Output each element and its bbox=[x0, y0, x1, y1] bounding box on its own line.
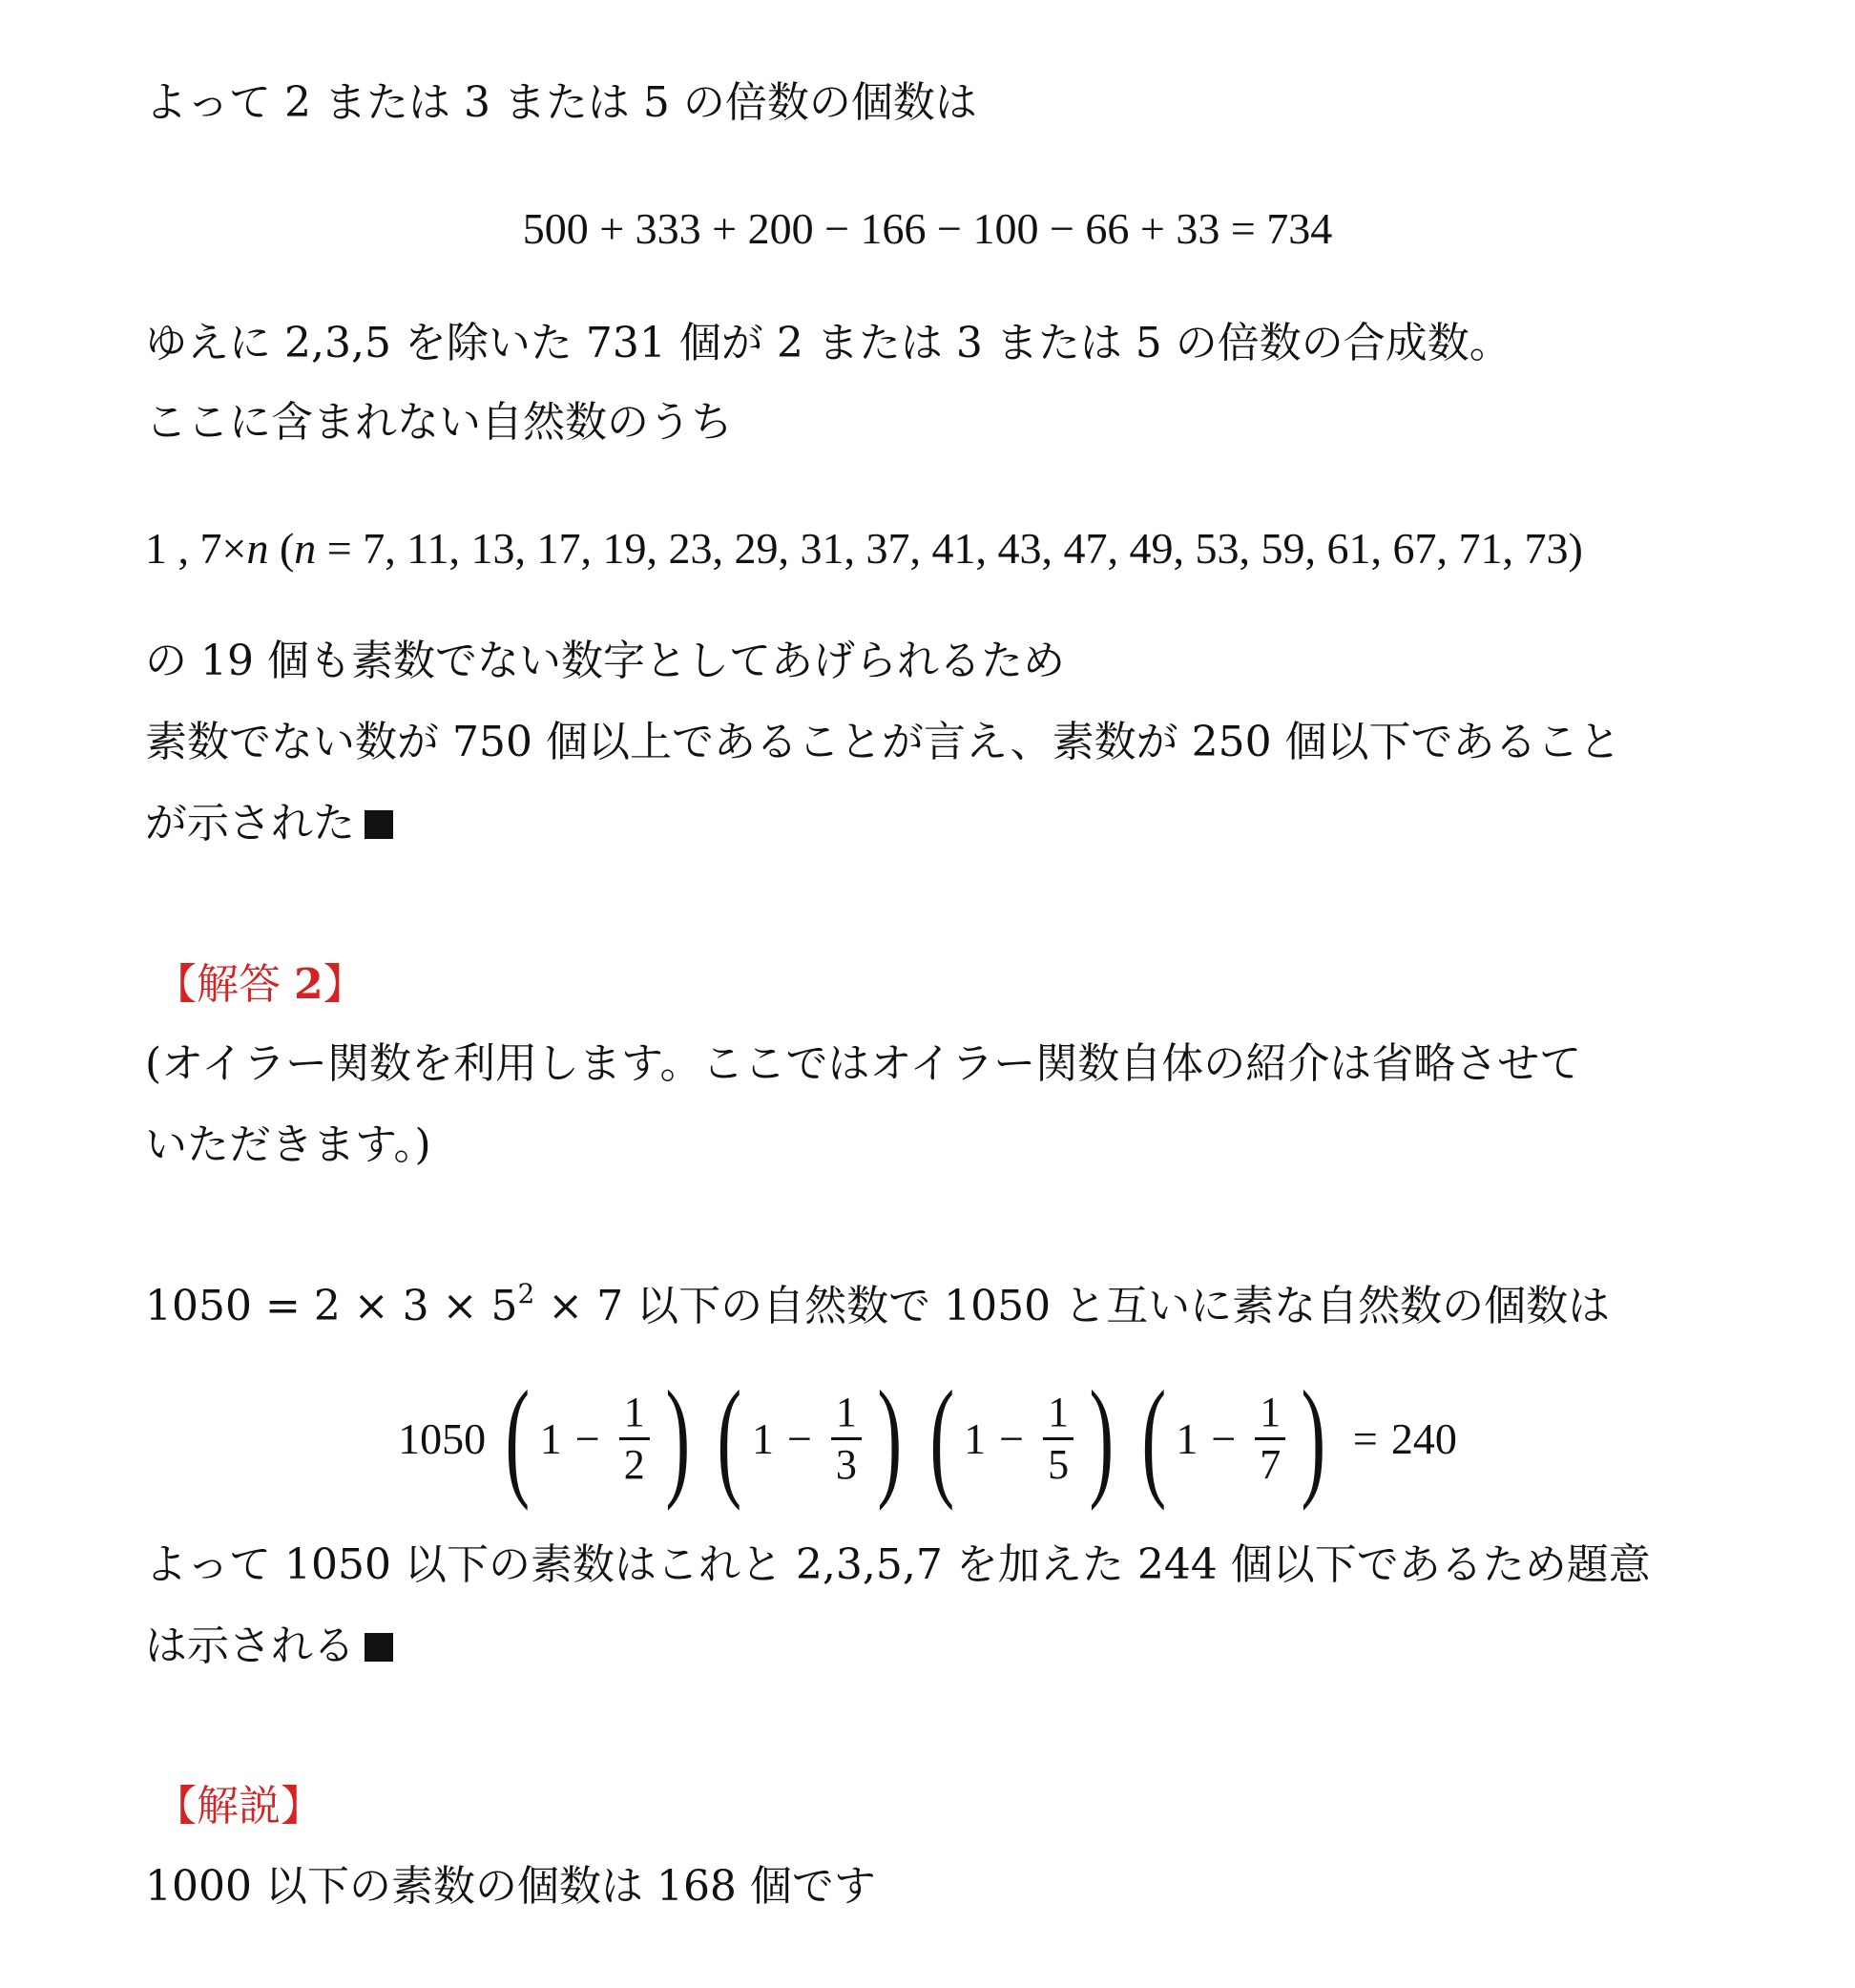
fraction-numerator: 1 bbox=[1048, 1388, 1070, 1435]
factor-minus: − bbox=[786, 1413, 812, 1463]
fraction-denominator: 3 bbox=[835, 1440, 857, 1488]
fraction-denominator: 5 bbox=[1048, 1440, 1070, 1488]
fraction-denominator: 7 bbox=[1260, 1440, 1282, 1488]
fraction bbox=[1043, 1388, 1073, 1490]
left-paren-icon: ( bbox=[505, 1364, 531, 1512]
factor-group-3 bbox=[920, 1364, 1124, 1512]
fraction-numerator: 1 bbox=[1260, 1388, 1282, 1435]
factor-minus: − bbox=[574, 1413, 600, 1463]
heading-answer-2-close: 】 bbox=[323, 960, 365, 1009]
text-line-7-text: が示された bbox=[145, 799, 355, 848]
text-line-5: の 19 個も素数でない数字としてあげられるため bbox=[145, 637, 1065, 685]
text-line-8: (オイラー関数を利用します。ここではオイラー関数自体の紹介は省略させて bbox=[145, 1039, 1582, 1088]
fraction-numerator: 1 bbox=[835, 1388, 857, 1435]
fraction bbox=[619, 1388, 650, 1490]
factor-one: 1 bbox=[751, 1413, 774, 1463]
fraction bbox=[831, 1388, 862, 1490]
heading-answer-2-open: 【解答 bbox=[155, 960, 294, 1009]
euler-formula bbox=[0, 1364, 1855, 1512]
exceptions-lead: 1 , 7× bbox=[145, 524, 247, 573]
text-line-6: 素数でない数が 750 個以上であることが言え、素数が 250 個以下であること bbox=[145, 718, 1621, 766]
fraction-denominator: 2 bbox=[623, 1440, 645, 1488]
text-line-1: よって 2 または 3 または 5 の倍数の個数は bbox=[145, 78, 977, 127]
exceptions-open: ( bbox=[268, 524, 295, 573]
qed-square-icon bbox=[365, 1633, 393, 1662]
heading-explanation: 【解説】 bbox=[155, 1782, 323, 1831]
fraction-numerator: 1 bbox=[623, 1388, 645, 1435]
equation-sum: 500 + 333 + 200 − 166 − 100 − 66 + 33 = 734 bbox=[522, 204, 1333, 253]
text-line-10 bbox=[145, 1278, 1610, 1335]
factor-group-4 bbox=[1132, 1364, 1336, 1512]
left-paren-icon: ( bbox=[929, 1364, 954, 1512]
heading-answer-2-number: 2 bbox=[294, 960, 323, 1009]
equation-exceptions bbox=[145, 520, 1583, 577]
text-line-10-rest: × 7 以下の自然数で 1050 と互いに素な自然数の個数は bbox=[534, 1282, 1611, 1330]
right-paren-icon: ) bbox=[1089, 1364, 1115, 1512]
heading-answer-2 bbox=[155, 956, 365, 1014]
factor-one: 1 bbox=[1176, 1413, 1198, 1463]
text-line-3: ここに含まれない自然数のうち bbox=[145, 398, 733, 447]
text-line-12 bbox=[145, 1618, 393, 1675]
exceptions-list: = 7, 11, 13, 17, 19, 23, 29, 31, 37, 41, 43, 47, 49, 53, 59, 61, 67, 71, 73) bbox=[316, 524, 1583, 573]
formula-equals: = bbox=[1352, 1413, 1378, 1463]
factor-minus: − bbox=[999, 1413, 1025, 1463]
variable-n: n bbox=[246, 524, 269, 573]
right-paren-icon: ) bbox=[1301, 1364, 1326, 1512]
factor-one: 1 bbox=[539, 1413, 562, 1463]
formula-lead: 1050 bbox=[398, 1413, 487, 1463]
fraction bbox=[1255, 1388, 1285, 1490]
exponent: 2 bbox=[517, 1278, 535, 1309]
right-paren-icon: ) bbox=[877, 1364, 903, 1512]
factor-group-2 bbox=[707, 1364, 911, 1512]
factor-one: 1 bbox=[964, 1413, 987, 1463]
right-paren-icon: ) bbox=[665, 1364, 690, 1512]
text-line-13: 1000 以下の素数の個数は 168 個です bbox=[145, 1862, 876, 1911]
factor-minus: − bbox=[1211, 1413, 1237, 1463]
variable-n-2: n bbox=[294, 524, 317, 573]
left-paren-icon: ( bbox=[1141, 1364, 1166, 1512]
factorization: 1050 = 2 × 3 × 5 bbox=[145, 1282, 518, 1330]
factor-group-1 bbox=[495, 1364, 699, 1512]
formula-result: 240 bbox=[1390, 1413, 1457, 1463]
text-line-12-text: は示される bbox=[145, 1622, 355, 1670]
text-line-11: よって 1050 以下の素数はこれと 2,3,5,7 を加えた 244 個以下であるため題意 bbox=[145, 1540, 1651, 1589]
qed-square-icon bbox=[365, 810, 393, 839]
text-line-2: ゆえに 2,3,5 を除いた 731 個が 2 または 3 または 5 の倍数の合成数。 bbox=[145, 319, 1511, 367]
text-line-7 bbox=[145, 795, 393, 852]
text-line-9: いただきます。) bbox=[145, 1120, 431, 1169]
left-paren-icon: ( bbox=[717, 1364, 742, 1512]
